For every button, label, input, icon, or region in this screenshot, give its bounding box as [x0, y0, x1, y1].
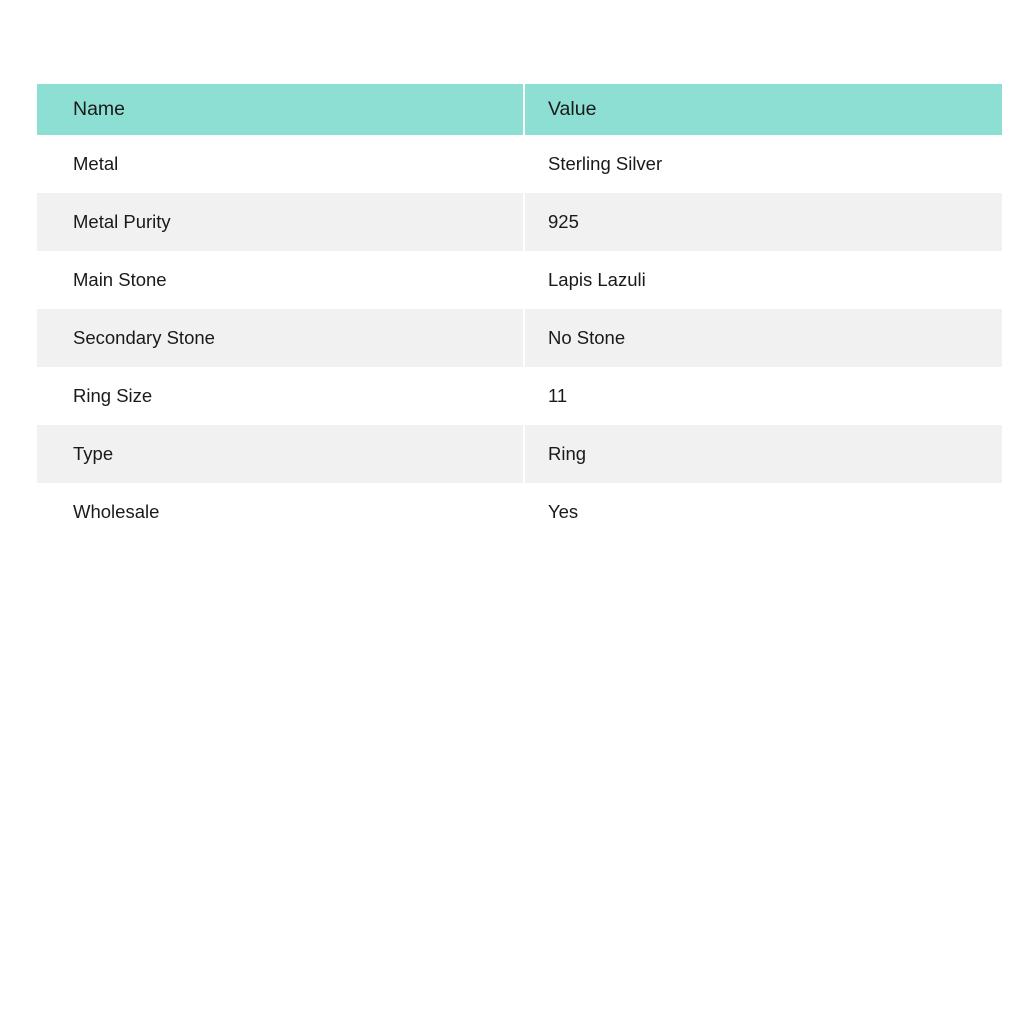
cell-name: Wholesale	[37, 483, 524, 541]
cell-value: Ring	[524, 425, 1002, 483]
table-row	[37, 193, 1002, 251]
cell-name: Secondary Stone	[37, 309, 524, 367]
table-row	[37, 425, 1002, 483]
cell-name: Metal	[37, 135, 524, 193]
table-row	[37, 251, 1002, 309]
cell-name: Type	[37, 425, 524, 483]
specifications-table	[37, 84, 1002, 541]
table-body	[37, 135, 1002, 541]
cell-name: Metal Purity	[37, 193, 524, 251]
table-row	[37, 483, 1002, 541]
cell-name: Main Stone	[37, 251, 524, 309]
column-header-name: Name	[37, 84, 524, 135]
cell-name: Ring Size	[37, 367, 524, 425]
table-row	[37, 309, 1002, 367]
column-header-value: Value	[524, 84, 1002, 135]
table-header	[37, 84, 1002, 135]
cell-value: Sterling Silver	[524, 135, 1002, 193]
table-row	[37, 135, 1002, 193]
cell-value: 925	[524, 193, 1002, 251]
cell-value: Yes	[524, 483, 1002, 541]
cell-value: 11	[524, 367, 1002, 425]
table-row	[37, 367, 1002, 425]
cell-value: No Stone	[524, 309, 1002, 367]
cell-value: Lapis Lazuli	[524, 251, 1002, 309]
table-header-row	[37, 84, 1002, 135]
